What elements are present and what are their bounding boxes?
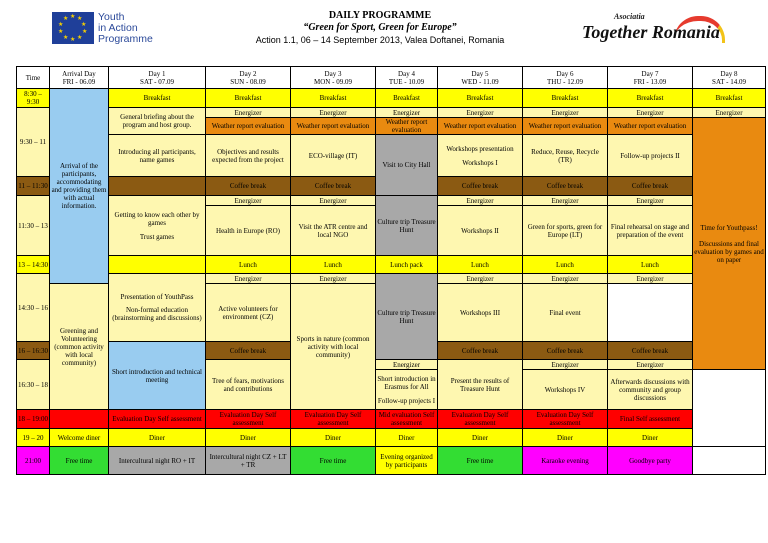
lunch-cell — [109, 256, 206, 274]
diner-cell: Diner — [206, 429, 291, 447]
header-day5 — [438, 67, 523, 89]
weather-cell: Weather report evaluation — [438, 118, 523, 135]
header-day4 — [376, 67, 438, 89]
d2-night-cell: Intercultural night CZ + LT + TR — [206, 447, 291, 475]
coffee-cell: Coffee break — [608, 342, 693, 360]
d7-followup-cell: Follow-up projects II — [608, 135, 693, 177]
time-cell: 13 – 14:30 — [17, 256, 50, 274]
eval-empty-cell — [50, 410, 109, 429]
day-date: WED - 11.09 — [461, 77, 499, 86]
coffee-cell: Coffee break — [438, 177, 523, 196]
eu-flag-icon: ★ ★ ★ ★ ★ ★ ★ ★ ★ ★ — [52, 12, 94, 44]
energizer-cell: Energizer — [206, 196, 291, 206]
day-date: THU - 12.09 — [547, 77, 583, 86]
d7-rehearsal-cell: Final rehearsal on stage and preparation of the event — [608, 206, 693, 256]
day-label: Day 4 — [398, 69, 415, 78]
header-time — [17, 67, 50, 89]
energizer-cell: Energizer — [608, 360, 693, 370]
energizer-cell: Energizer — [291, 196, 376, 206]
coffee-cell: Coffee break — [523, 342, 608, 360]
breakfast-cell: Breakfast — [693, 89, 766, 108]
d1-tree-cell: Tree of fears, motivations and contributions — [206, 360, 291, 410]
d1-yp-cell — [109, 274, 206, 342]
header-day6 — [523, 67, 608, 89]
d4-city-cell: Visit to City Hall — [376, 135, 438, 196]
day-label: Day 5 — [471, 69, 489, 78]
time-cell: 9:30 – 11 — [17, 108, 50, 177]
mid-eval-cell: Mid evaluation Self assessment — [376, 410, 438, 429]
header-day2 — [206, 67, 291, 89]
free-time-cell: Free time — [438, 447, 523, 475]
day-date: SUN - 08.09 — [230, 77, 266, 86]
day-date: FRI - 13.09 — [633, 77, 667, 86]
header-day7 — [608, 67, 693, 89]
coffee-cell: Coffee break — [206, 177, 291, 196]
short-intro-cell: Short introduction and technical meeting — [109, 342, 206, 410]
d7-goodbye-cell: Goodbye party — [608, 447, 693, 475]
day-date: MON - 09.09 — [314, 77, 352, 86]
header-arrival — [50, 67, 109, 89]
breakfast-cell: Breakfast — [291, 89, 376, 108]
d6-karaoke-cell: Karaoke evening — [523, 447, 608, 475]
youth-in-action-text — [98, 12, 153, 45]
energizer-cell: Energizer — [523, 108, 608, 118]
lunch-cell: Lunch — [523, 256, 608, 274]
day-header-row — [17, 67, 766, 89]
day-label: Time — [25, 73, 41, 82]
breakfast-cell: Breakfast — [608, 89, 693, 108]
time-cell: 21:00 — [17, 447, 50, 475]
welcome-diner-cell: Welcome diner — [50, 429, 109, 447]
weather-cell: Weather report evaluation — [206, 118, 291, 135]
d2-objectives-cell: Objectives and results expected from the project — [206, 135, 291, 177]
energizer-cell: Energizer — [438, 274, 523, 284]
together-romania-logo — [578, 12, 728, 52]
arrival-cell: Arrival of the participants, accommodating and providing them with actual information. — [50, 89, 109, 284]
lunch-cell: Lunch — [291, 256, 376, 274]
d6-green-cell: Green for sports, green for Europe (LT) — [523, 206, 608, 256]
diner-cell: Diner — [438, 429, 523, 447]
weather-cell: Weather report evaluation — [291, 118, 376, 135]
programme-table — [16, 66, 766, 475]
diner-cell: Diner — [109, 429, 206, 447]
d3-erasmus-text: Short introduction in Erasmus for All — [377, 374, 436, 391]
d4-evening-cell: Evening organized by participants — [376, 447, 438, 475]
breakfast-cell: Breakfast — [206, 89, 291, 108]
d5-ws1-text: Workshops I — [462, 158, 498, 167]
yia-line-2: in Action — [98, 22, 138, 34]
breakfast-cell: Breakfast — [523, 89, 608, 108]
yia-line-1: Youth — [98, 11, 125, 23]
energizer-cell: Energizer — [291, 274, 376, 284]
breakfast-cell: Breakfast — [109, 89, 206, 108]
eval-cell: Evaluation Day Self assessment — [206, 410, 291, 429]
energizer-cell: Energizer — [523, 360, 608, 370]
d5-sports-cell: Sports in nature (common activity with local community) — [291, 284, 376, 410]
d5-ws2-cell: Workshops II — [438, 206, 523, 256]
d7-final-cell: Final event — [523, 284, 608, 342]
d3-erasmus-cell — [376, 370, 438, 410]
youth-in-action-logo — [52, 12, 185, 48]
d1-intro-cell: Introducing all participants, name games — [109, 135, 206, 177]
d1-nonformal-text: Non-formal education (brainstorming and discussions) — [112, 306, 202, 322]
d3-followup-text: Follow-up projects I — [377, 396, 436, 405]
breakfast-cell: Breakfast — [376, 89, 438, 108]
coffee-cell: Coffee break — [438, 342, 523, 360]
time-cell: 8:30 – 9:30 — [17, 89, 50, 108]
project-info: Action 1.1, 06 – 14 September 2013, Valea Doftanei, Romania — [255, 35, 505, 45]
energizer-cell: Energizer — [523, 196, 608, 206]
energizer-cell: Energizer — [523, 274, 608, 284]
project-subtitle: “Green for Sport, Green for Europe” — [303, 22, 457, 33]
d1-briefing-cell: General briefing about the program and host group. — [109, 108, 206, 135]
time-cell: 11 – 11:30 — [17, 177, 50, 196]
header-day3 — [291, 67, 376, 89]
day-label: Day 6 — [556, 69, 574, 78]
final-self-cell: Final Self assessment — [608, 410, 693, 429]
energizer-cell: Energizer — [206, 274, 291, 284]
free-time-cell: Free time — [50, 447, 109, 475]
coffee-cell: Coffee break — [291, 177, 376, 196]
weather-cell: Weather report evaluation — [608, 118, 693, 135]
diner-cell: Diner — [376, 429, 438, 447]
lunch-pack-cell: Lunch pack — [376, 256, 438, 274]
day-date: TUE - 10.09 — [388, 77, 425, 86]
d4-results-cell: Present the results of Treasure Hunt — [438, 360, 523, 410]
d6-reduce-cell: Reduce, Reuse, Recycle (TR) — [523, 135, 608, 177]
d2-greening-cell: Greening and Volunteering (common activity with local community) — [50, 284, 109, 410]
header-day1 — [109, 67, 206, 89]
time-cell: 14:30 – 16 — [17, 274, 50, 342]
d8-youthpass-cell — [693, 118, 766, 370]
d3-eco-cell: ECO-village (IT) — [291, 135, 376, 177]
d3-visit-cell: Visit the ATR centre and local NGO — [291, 206, 376, 256]
d4-culture-cell-2: Culture trip Treasure Hunt — [376, 274, 438, 360]
d2-health-cell: Health in Europe (RO) — [206, 206, 291, 256]
coffee-cell: Coffee break — [608, 177, 693, 196]
day-label: Day 3 — [324, 69, 342, 78]
logo-big-text: Together Romania — [582, 22, 720, 42]
time-cell: 16 – 16:30 — [17, 342, 50, 360]
diner-cell: Diner — [608, 429, 693, 447]
d4-culture-cell: Culture trip Treasure Hunt — [376, 196, 438, 256]
coffee-cell: Coffee break — [206, 342, 291, 360]
lunch-cell: Lunch — [206, 256, 291, 274]
header — [0, 0, 768, 66]
energizer-cell: Energizer — [291, 108, 376, 118]
lunch-cell: Lunch — [438, 256, 523, 274]
d1-yp-text: Presentation of YouthPass — [120, 293, 194, 301]
day-label: Day 7 — [641, 69, 659, 78]
eval-cell: Evaluation Day Self assessment — [109, 410, 206, 429]
breakfast-cell: Breakfast — [438, 89, 523, 108]
d8-discussions-text: Discussions and final evaluation by games and on paper — [694, 239, 764, 264]
d3-active-cell: Active volunteers for environment (CZ) — [206, 284, 291, 342]
d6-ws4-cell: Workshops IV — [523, 370, 608, 410]
energizer-cell: Energizer — [376, 360, 438, 370]
d1-know-text: Getting to know each other by games — [114, 210, 200, 227]
d1-know-cell — [109, 196, 206, 256]
eval-cell: Evaluation Day Self assessment — [291, 410, 376, 429]
day-date: SAT - 07.09 — [140, 77, 174, 86]
day-date: FRI - 06.09 — [62, 77, 96, 86]
time-cell: 18 – 19:00 — [17, 410, 50, 429]
d7-after-cell: Afterwards discussions with community and group discussions — [608, 370, 693, 410]
d8-time-text: Time for Youthpass! — [700, 223, 758, 232]
energizer-cell: Energizer — [438, 108, 523, 118]
eval-cell: Evaluation Day Self assessment — [438, 410, 523, 429]
eval-cell: Evaluation Day Self assessment — [523, 410, 608, 429]
d1-trust-text: Trust games — [139, 232, 175, 241]
title-block — [230, 10, 530, 46]
page-title: DAILY PROGRAMME — [328, 10, 432, 21]
yia-line-3: Programme — [98, 33, 153, 45]
time-cell: 11:30 – 13 — [17, 196, 50, 256]
day-label: Day 8 — [720, 69, 738, 78]
day-label: Arrival Day — [62, 69, 96, 78]
coffee-cell — [109, 177, 206, 196]
d5-ws-pres-text: Workshops presentation — [446, 144, 514, 153]
header-day8 — [693, 67, 766, 89]
day-date: SAT - 14.09 — [712, 77, 746, 86]
diner-cell: Diner — [291, 429, 376, 447]
d1-night-cell: Intercultural night RO + IT — [109, 447, 206, 475]
free-time-cell: Free time — [291, 447, 376, 475]
d5-ws-pres-cell — [438, 135, 523, 177]
time-cell: 16:30 – 18 — [17, 360, 50, 410]
empty-cell — [693, 447, 766, 475]
energizer-cell: Energizer — [206, 108, 291, 118]
lunch-cell: Lunch — [608, 256, 693, 274]
energizer-cell: Energizer — [608, 108, 693, 118]
energizer-cell: Energizer — [608, 274, 693, 284]
energizer-cell: Energizer — [376, 108, 438, 118]
diner-cell: Diner — [523, 429, 608, 447]
day-label: Day 2 — [239, 69, 257, 78]
weather-cell: Weather report evaluation — [523, 118, 608, 135]
energizer-cell: Energizer — [693, 108, 766, 118]
time-cell: 19 – 20 — [17, 429, 50, 447]
logo-small-text: Asociatia — [614, 12, 645, 21]
d6-ws3-cell: Workshops III — [438, 284, 523, 342]
energizer-cell: Energizer — [608, 196, 693, 206]
energizer-cell: Energizer — [438, 196, 523, 206]
coffee-cell: Coffee break — [523, 177, 608, 196]
day-label: Day 1 — [148, 69, 166, 78]
weather-cell: Weather report evaluation — [376, 118, 438, 135]
